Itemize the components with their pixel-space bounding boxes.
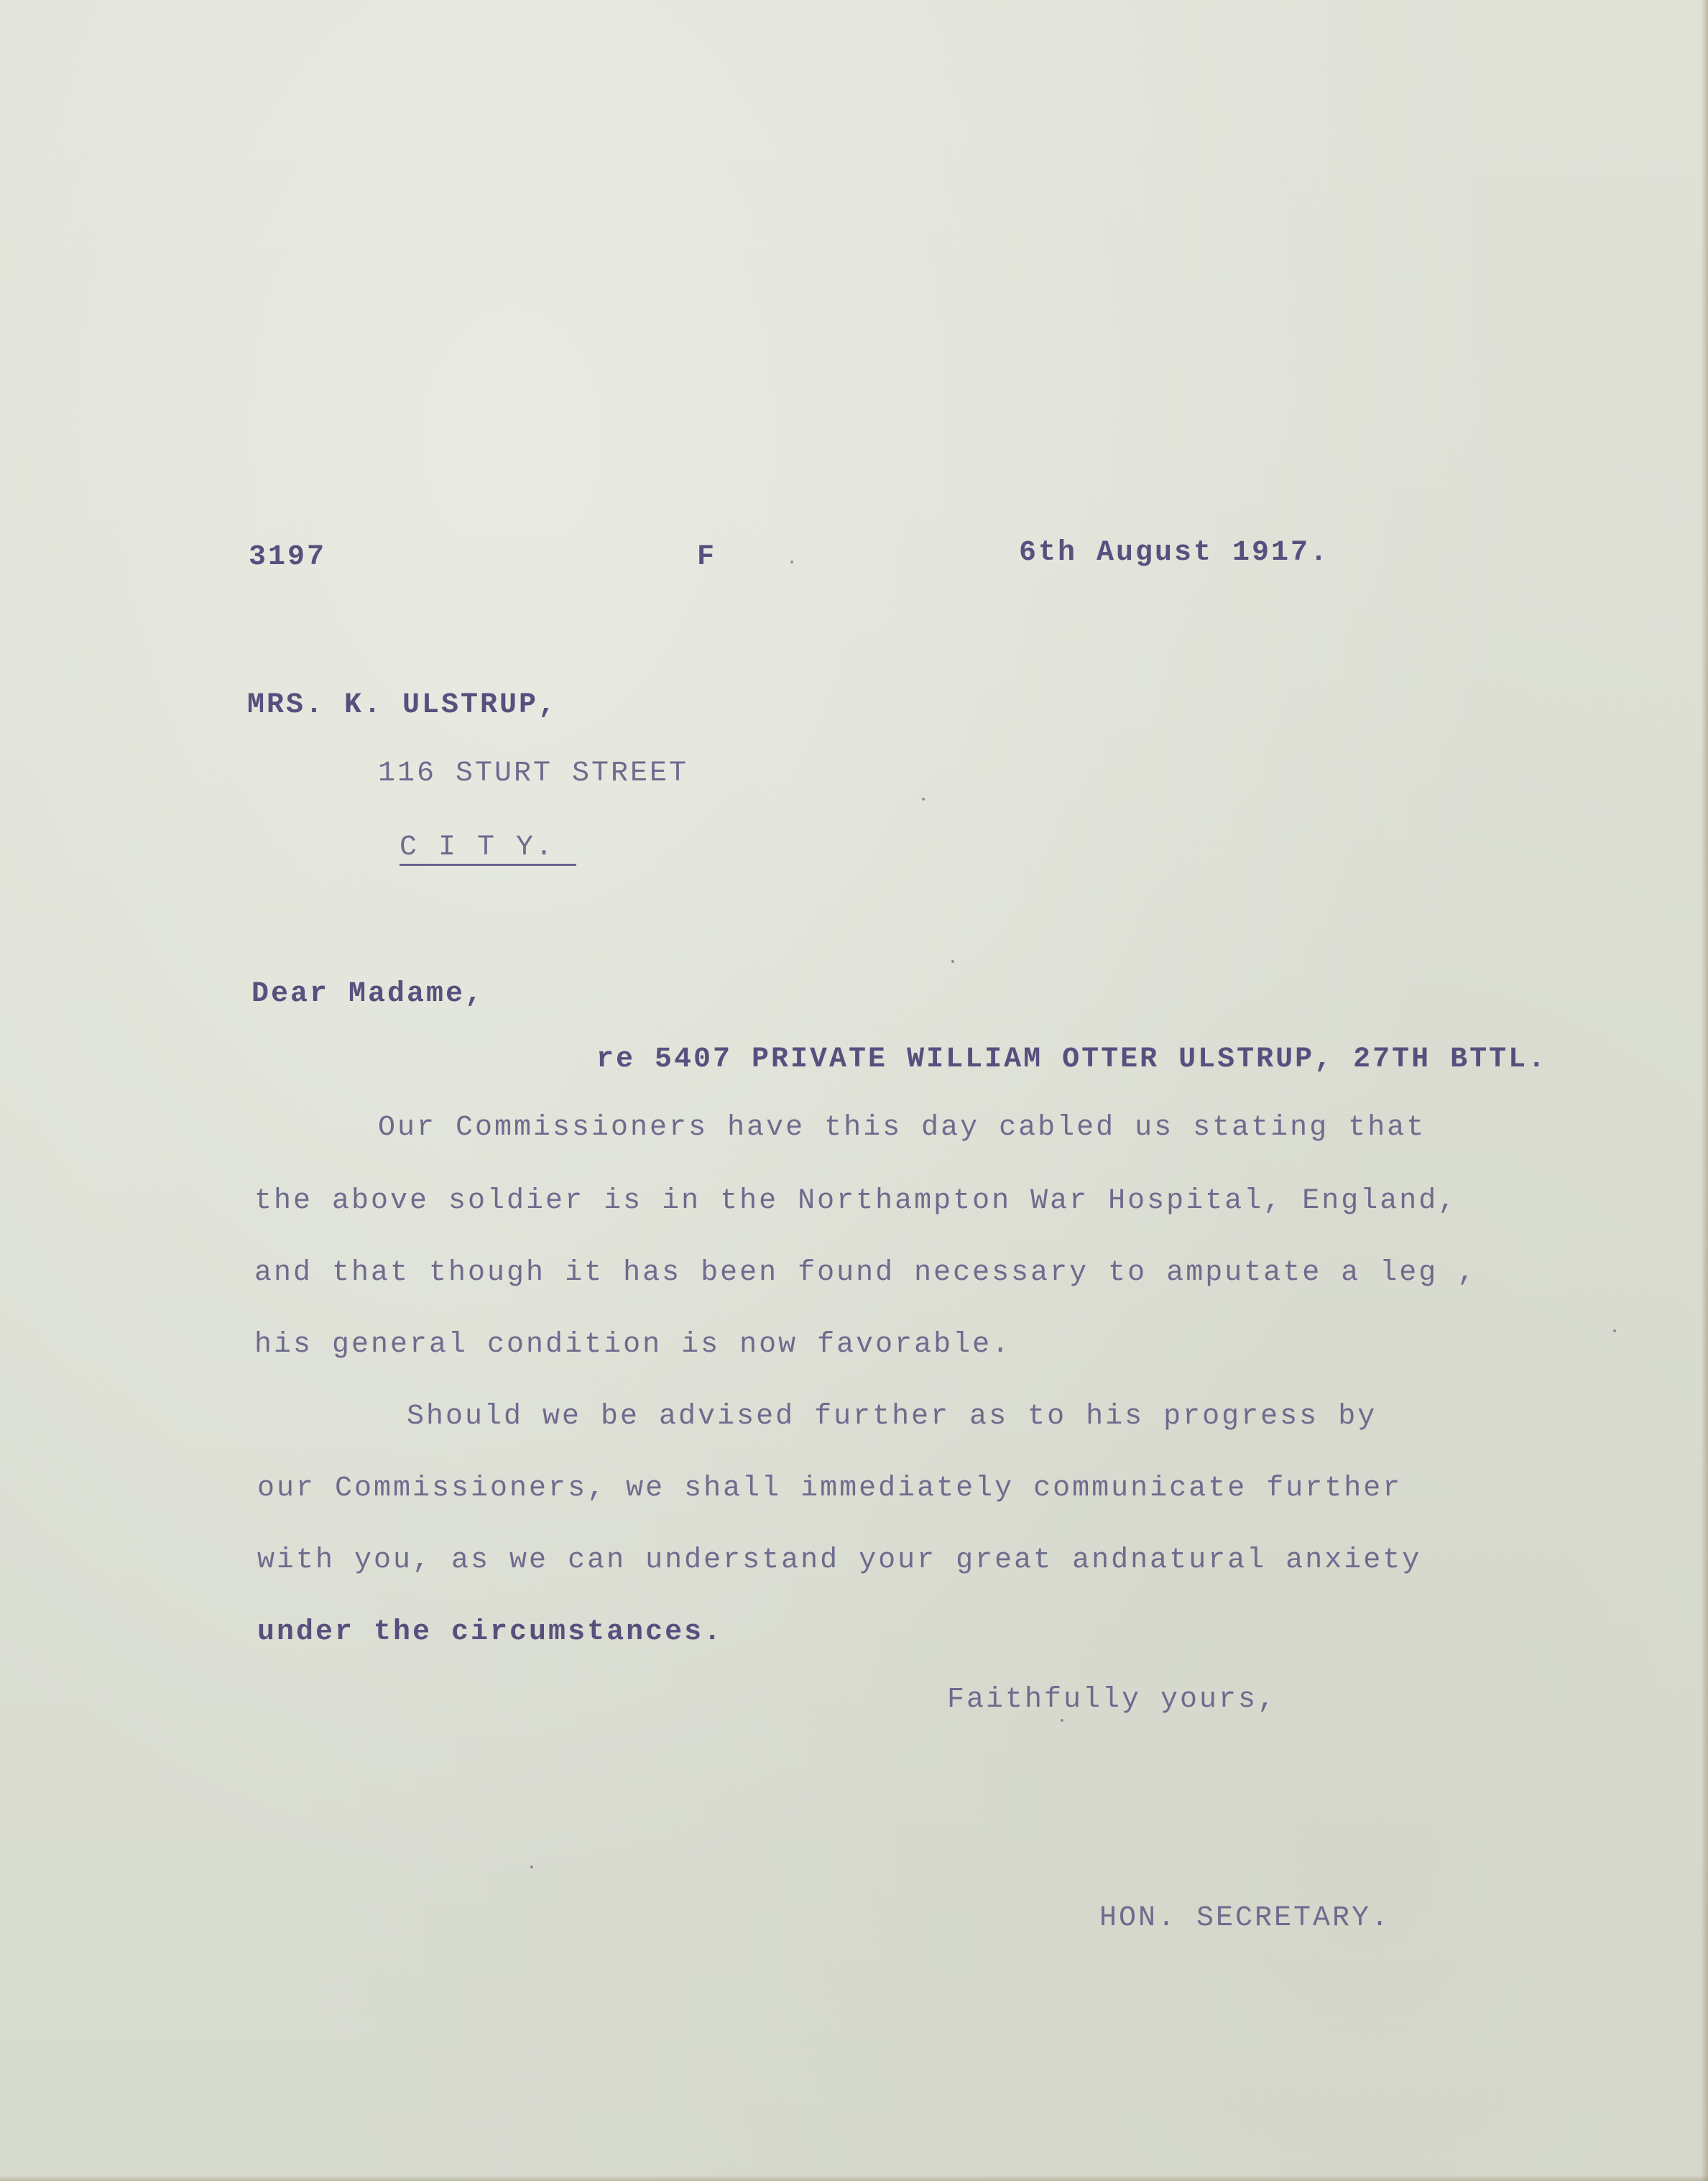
reference-number: 3197	[249, 541, 327, 573]
signatory: HON. SECRETARY.	[1099, 1902, 1391, 1935]
city-underline	[400, 864, 576, 866]
recipient-city: C I T Y.	[400, 831, 555, 864]
paper-speck	[922, 798, 925, 801]
body-line: our Commissioners, we shall immediately communicate further	[257, 1472, 1403, 1505]
recipient-name: MRS. K. ULSTRUP,	[247, 689, 558, 721]
paper-edge-right	[1701, 0, 1708, 2181]
reference-letter: F	[697, 541, 717, 573]
body-line: with you, as we can understand your great andnatural anxiety	[257, 1544, 1422, 1577]
body-line: Our Commissioners have this day cabled us stating that	[378, 1112, 1426, 1144]
paper-edge-bottom	[0, 2175, 1708, 2181]
body-line: Should we be advised further as to his progress by	[407, 1401, 1377, 1433]
body-line: under the circumstances.	[257, 1616, 724, 1649]
closing: Faithfully yours,	[947, 1684, 1278, 1716]
paper-speck	[1061, 1719, 1063, 1722]
paper-speck	[951, 960, 954, 963]
body-line: and that though it has been found necessary to amputate a leg ,	[254, 1257, 1477, 1289]
paper-speck	[1613, 1329, 1616, 1332]
letter-date: 6th August 1917.	[1019, 537, 1330, 569]
subject-line: re 5407 PRIVATE WILLIAM OTTER ULSTRUP, 27TH BTTL.	[596, 1043, 1548, 1076]
salutation: Dear Madame,	[251, 978, 485, 1010]
body-line: his general condition is now favorable.	[254, 1329, 1012, 1361]
paper-speck	[530, 1866, 533, 1868]
body-line: the above soldier is in the Northampton War Hospital, England,	[254, 1185, 1458, 1217]
recipient-street: 116 STURT STREET	[378, 757, 689, 790]
paper-speck	[790, 561, 793, 563]
